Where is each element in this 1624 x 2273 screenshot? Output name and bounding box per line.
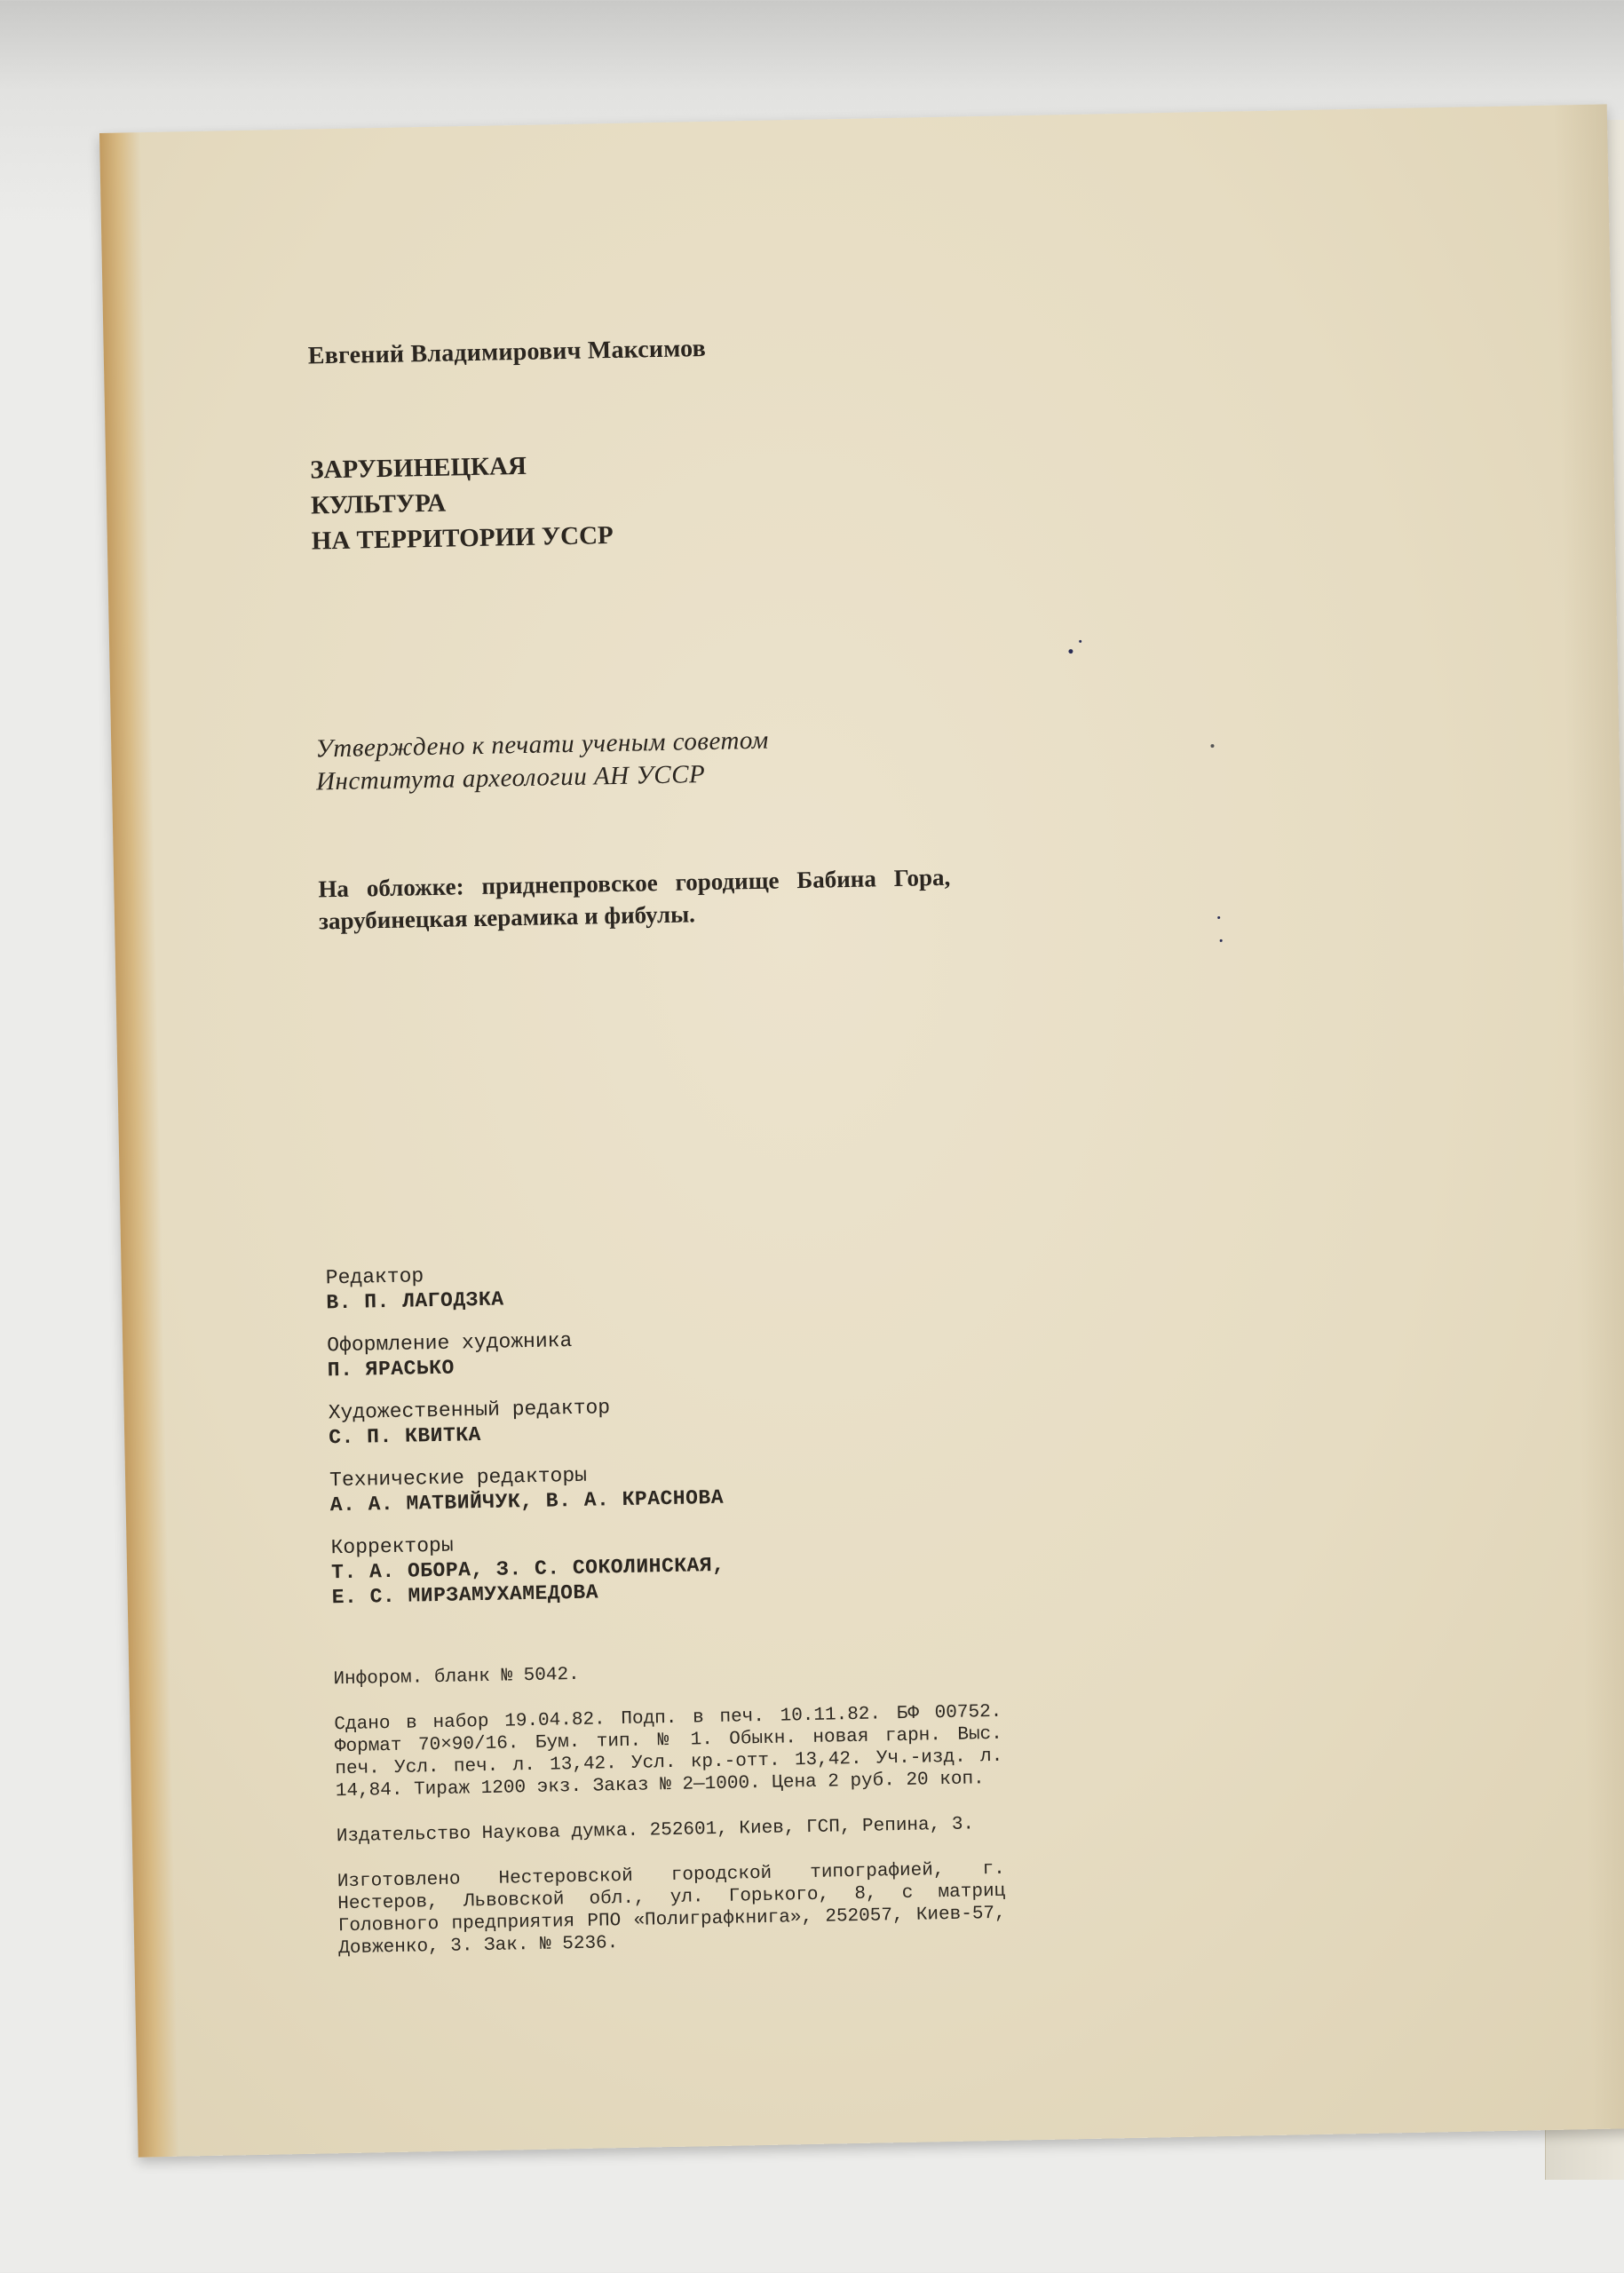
- credit-proofreaders: [330, 1513, 1485, 1610]
- ink-speck: [1068, 649, 1073, 653]
- book-page: [99, 104, 1624, 2157]
- author-name: Евгений Владимирович Максимов: [307, 334, 707, 370]
- credit-designer: [327, 1311, 1482, 1382]
- credit-person: Т. А. ОБОРА, З. С. СОКОЛИНСКАЯ,: [330, 1553, 725, 1585]
- approval-line: Института археологии АН УССР: [315, 760, 706, 796]
- credit-role: Художественный редактор: [328, 1396, 611, 1425]
- approval-line: Утверждено к печати ученым советом: [315, 725, 770, 764]
- printer-info: Изготовлено Нестеровской городской типографией, г. Нестеров, Львовской обл., ул. Горького, 8, с матриц Головного предприятия РПО «Полиграфкнига», 252057, Киев-57, Довженко, 3. Зак. № 5236.: [337, 1858, 1006, 1960]
- book-title: [310, 431, 1466, 559]
- credit-person: А. А. МАТВИЙЧУК, В. А. КРАСНОВА: [329, 1485, 725, 1517]
- credit-person: П. ЯРАСЬКО: [327, 1356, 456, 1382]
- title-line: ЗАРУБИНЕЦКАЯ: [310, 451, 527, 485]
- credit-role: Технические редакторы: [329, 1463, 588, 1493]
- credits-list: [326, 1243, 1486, 1610]
- credit-role: Корректоры: [330, 1533, 454, 1560]
- credit-role: Оформление художника: [327, 1329, 573, 1358]
- page-content: [308, 321, 1493, 1984]
- inform-number: Инфором. бланк № 5042.: [333, 1664, 580, 1691]
- credit-role: Редактор: [325, 1264, 424, 1290]
- credit-person: Е. С. МИРЗАМУХАМЕДОВА: [331, 1580, 599, 1610]
- ink-speck: [1220, 939, 1223, 942]
- print-details: Сдано в набор 19.04.82. Подп. в печ. 10.11.82. БФ 00752. Формат 70×90/16. Бум. тип. № 1. Обыкн. новая гарн. Выс. печ. Усл. печ. л. 13,42. Усл. кр.-отт. 13,42. Уч.-изд. л. 14,84. Тираж 1200 экз. Заказ № 2—1000. Цена 2 руб. 20 коп.: [334, 1701, 1003, 1802]
- ink-speck: [1217, 916, 1220, 919]
- cover-note: На обложке: приднепровское городище Бабина Гора, зарубинецкая керамика и фибулы.: [318, 863, 951, 935]
- credit-person: В. П. ЛАГОДЗКА: [326, 1287, 504, 1315]
- title-line: НА ТЕРРИТОРИИ УССР: [311, 520, 614, 556]
- title-line: КУЛЬТУРА: [310, 488, 447, 520]
- credit-art-editor: [328, 1378, 1483, 1450]
- ink-speck: [1210, 744, 1214, 748]
- approval-note: [315, 711, 1470, 799]
- credit-editor: [326, 1243, 1481, 1315]
- credit-tech-editors: [329, 1445, 1485, 1517]
- ink-speck: [1079, 640, 1081, 643]
- imprint-block: [333, 1656, 1006, 1960]
- publisher-address: Издательство Наукова думка. 252601, Киев, ГСП, Репина, 3.: [336, 1814, 975, 1848]
- credit-person: С. П. КВИТКА: [329, 1423, 482, 1450]
